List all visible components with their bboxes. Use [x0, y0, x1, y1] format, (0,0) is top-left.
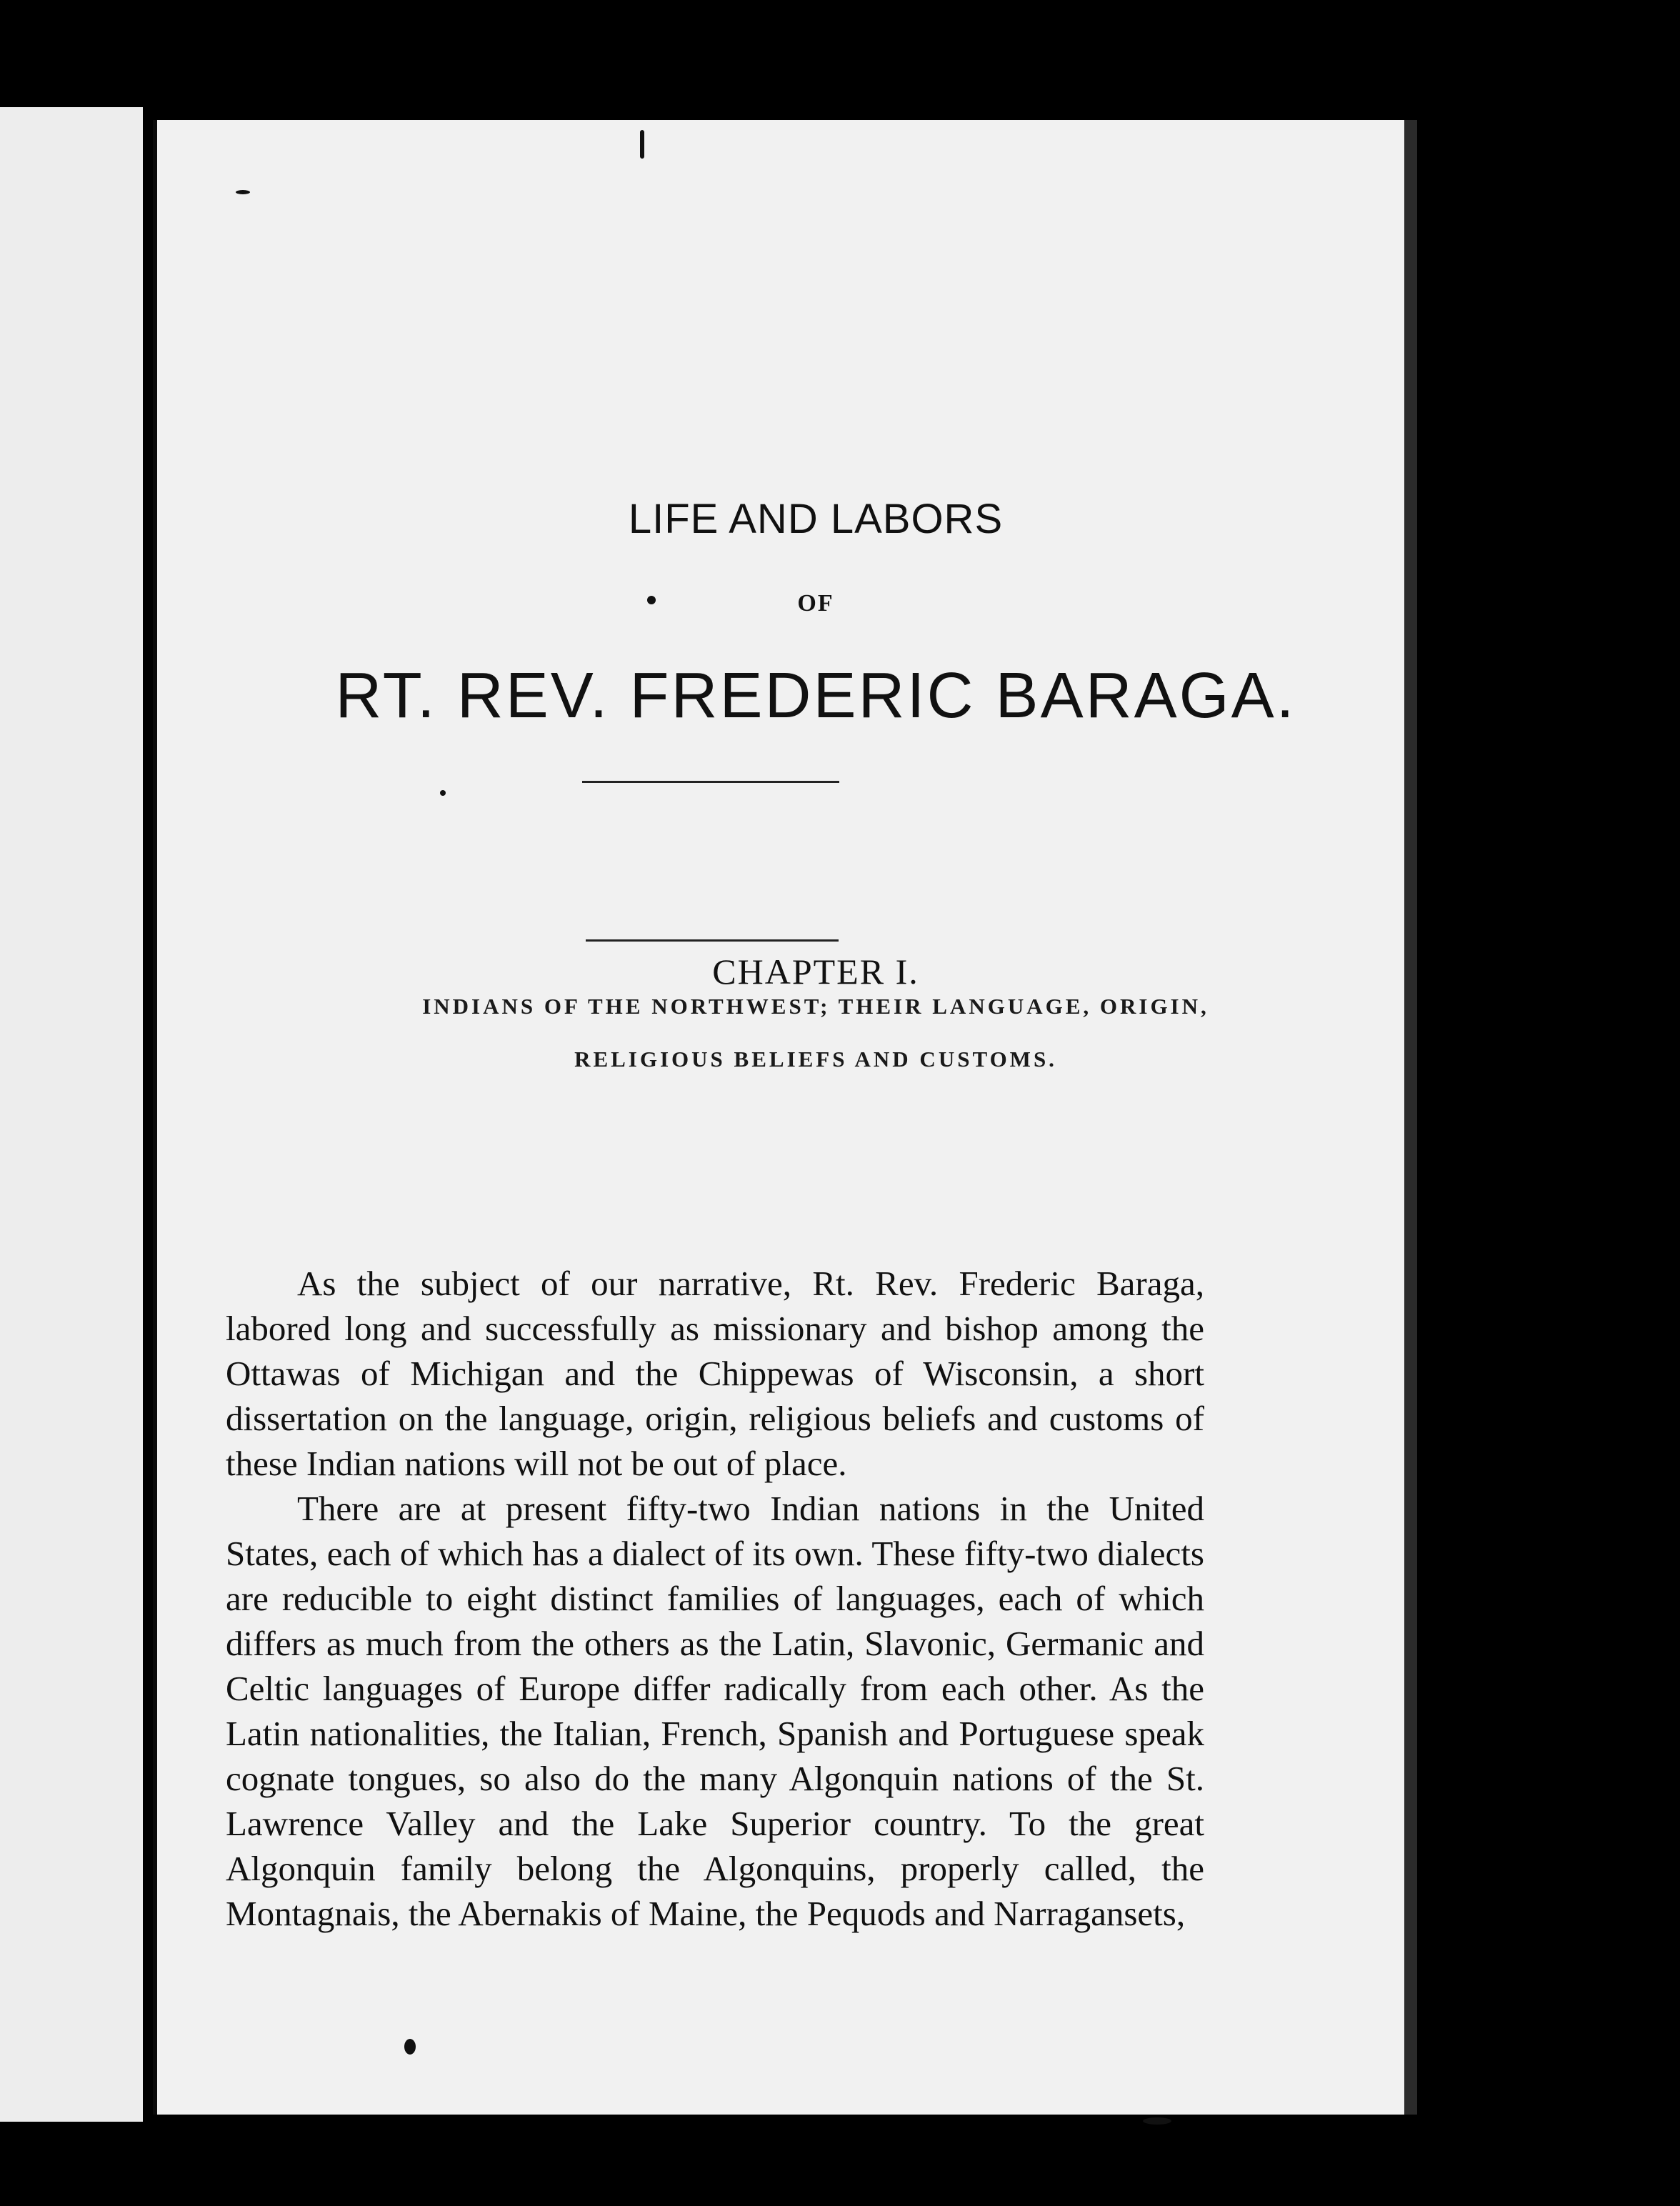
ink-mark	[440, 790, 446, 796]
ink-mark	[1143, 2117, 1171, 2125]
paragraph: There are at present fifty-two Indian nations in the United States, each of which has a dialect of its own. These fifty-two dialects are reducible to eight distinct families of languages, each of which differs as much from the others as the Latin, Slavonic, Germanic and Celtic languages of Europe differ radically from each other. As the Latin nationalities, the Italian, French, Spanish and Portuguese speak cognate tongues, so also do the many Algonquin nations of the St. Lawrence Valley and the Lake Superior country. To the great Algonquin family belong the Algonquins, properly called, the Montagnais, the Abernakis of Maine, the Pequods and Narragansets,	[226, 1489, 1204, 1933]
chapter-subtitle-line-1: INDIANS OF THE NORTHWEST; THEIR LANGUAGE, ORIGIN,	[422, 994, 1209, 1019]
heading-line-2: OF	[797, 590, 834, 617]
ink-mark	[236, 190, 250, 194]
book-title: RT. REV. FREDERIC BARAGA.	[335, 660, 1296, 732]
title-rule	[582, 781, 839, 783]
chapter-rule	[586, 939, 839, 942]
body-text	[226, 1261, 1204, 1936]
book-page	[153, 120, 1417, 2115]
chapter-subtitle-line-2: RELIGIOUS BELIEFS AND CUSTOMS.	[574, 1047, 1057, 1072]
page-edge-shadow	[1404, 120, 1417, 2115]
facing-page-edge	[0, 107, 143, 2122]
paragraph: As the subject of our narrative, Rt. Rev. Frederic Baraga, labored long and successfully as missionary and bishop among the Ottawas of Michigan and the Chippewas of Wisconsin, a short dissertation on the language, origin, religious beliefs and customs of these Indian nations will not be out of place.	[226, 1264, 1204, 1483]
chapter-title: CHAPTER I.	[712, 952, 919, 992]
heading-line-1: LIFE AND LABORS	[628, 496, 1004, 542]
ink-mark	[404, 2039, 416, 2055]
ink-mark	[640, 130, 644, 159]
